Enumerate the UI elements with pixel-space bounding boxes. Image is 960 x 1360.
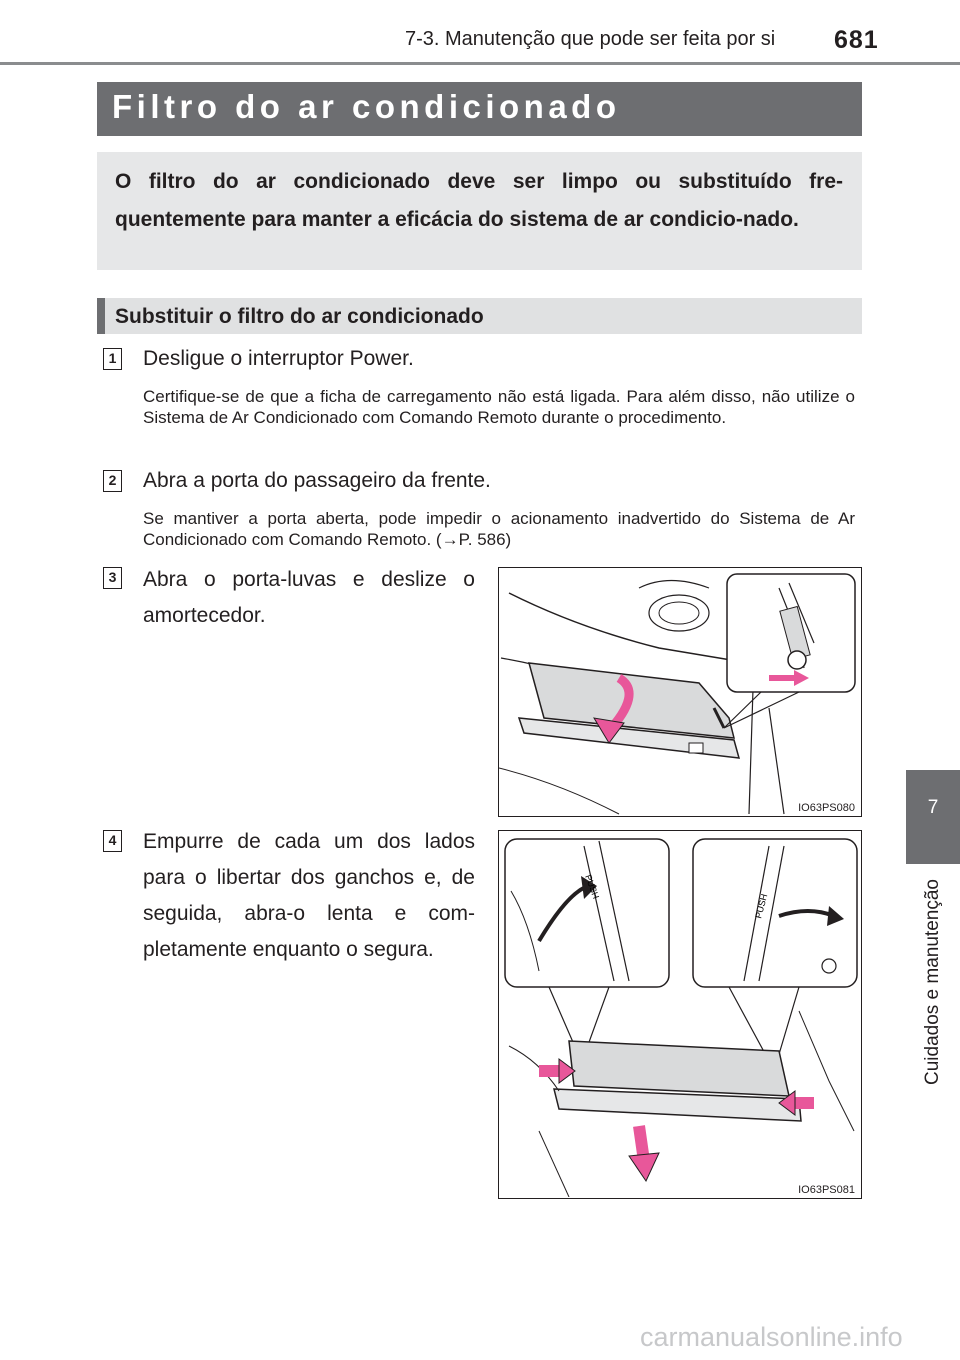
step-4-text: Empurre de cada um dos lados para o libertar dos ganchos e, de seguida, abra-o lenta e com-pletamente enquanto o segura. <box>143 830 475 961</box>
push-label-right: PUSH <box>753 892 770 920</box>
intro-text: O filtro do ar condicionado deve ser limpo ou substituído fre-quentemente para manter a eficácia do sistema de ar condicio-nado. <box>115 170 843 231</box>
push-label-left: PUSH <box>583 873 602 901</box>
section-heading: Substituir o filtro do ar condicionado <box>115 305 484 328</box>
step-2-text: Abra a porta do passageiro da frente. <box>143 469 491 492</box>
chapter-number: 7 <box>927 797 939 818</box>
running-header-section: 7-3. Manutenção que pode ser feita por si <box>405 28 776 50</box>
figure-glovebox-damper <box>498 567 862 817</box>
step-badge-2: 2 <box>103 470 122 492</box>
chapter-label: Cuidados e manutenção <box>922 879 943 1086</box>
step-badge-3: 3 <box>103 567 122 589</box>
watermark: carmanualsonline.info <box>640 1322 903 1352</box>
step-badge-4: 4 <box>103 830 122 852</box>
step-badge-1: 1 <box>103 348 122 370</box>
figure-glovebox-push <box>498 830 862 1199</box>
figure-code-081: IO63PS081 <box>798 1184 855 1196</box>
page-number: 681 <box>834 26 879 54</box>
step-1-text: Desligue o interruptor Power. <box>143 347 414 370</box>
step-3-text: Abra o porta-luvas e deslize o amortecedor. <box>143 568 475 627</box>
figure-code-080: IO63PS080 <box>798 802 855 814</box>
step-2-note: Se mantiver a porta aberta, pode impedir o acionamento inadvertido do Sistema de Ar Condicionado com Comando Remoto. (→P. 586) <box>143 509 855 549</box>
header-rule <box>0 62 960 65</box>
step-1-note: Certifique-se de que a ficha de carregamento não está ligada. Para além disso, não utilize o Sistema de Ar Condicionado com Comando Remoto durante o procedimento. <box>143 387 855 427</box>
page-title: Filtro do ar condicionado <box>112 88 621 125</box>
